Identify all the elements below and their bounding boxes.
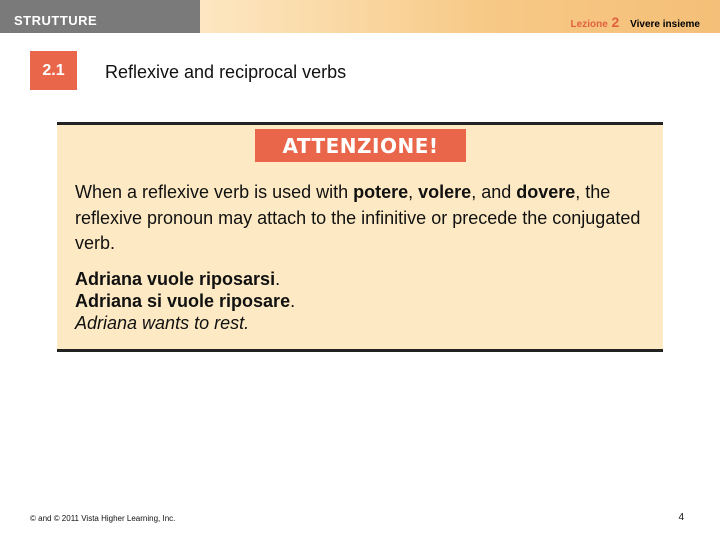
example-text: Adriana vuole riposarsi xyxy=(75,269,276,289)
example-punct: . xyxy=(290,291,296,311)
example-punct: . xyxy=(275,269,281,289)
body-text: , the reflexive pronoun may attach to the infinitive or precede the conjugated verb. xyxy=(75,182,641,253)
body-text: , xyxy=(408,182,419,202)
translation-text: Adriana wants to rest xyxy=(75,313,245,333)
section-label: STRUTTURE xyxy=(14,13,98,28)
lesson-bar xyxy=(200,0,720,33)
body-text: , and xyxy=(471,182,517,202)
examples-block xyxy=(75,268,645,334)
page-number: 4 xyxy=(678,512,684,523)
translation-punct: . xyxy=(244,313,250,333)
attention-body xyxy=(75,180,645,257)
lesson-number: 2 xyxy=(611,14,620,30)
attention-card xyxy=(57,122,663,352)
body-text: When a reflexive verb is used with xyxy=(75,182,354,202)
bold-term: potere xyxy=(353,182,409,202)
bold-term: volere xyxy=(418,182,472,202)
section-number-badge: 2.1 xyxy=(30,51,77,90)
lesson-word: Lezione xyxy=(570,19,608,30)
example-sentence xyxy=(75,268,645,290)
example-sentence xyxy=(75,290,645,312)
lesson-title: Vivere insieme xyxy=(630,19,700,30)
attention-heading: ATTENZIONE! xyxy=(255,129,466,162)
copyright-notice: © and © 2011 Vista Higher Learning, Inc. xyxy=(30,514,176,523)
example-translation xyxy=(75,312,645,334)
lesson-header xyxy=(571,14,700,30)
top-banner xyxy=(0,0,720,33)
example-text: Adriana si vuole riposare xyxy=(75,291,291,311)
section-title: Reflexive and reciprocal verbs xyxy=(105,62,347,82)
bold-term: dovere xyxy=(516,182,576,202)
section-label-bar xyxy=(0,0,200,33)
